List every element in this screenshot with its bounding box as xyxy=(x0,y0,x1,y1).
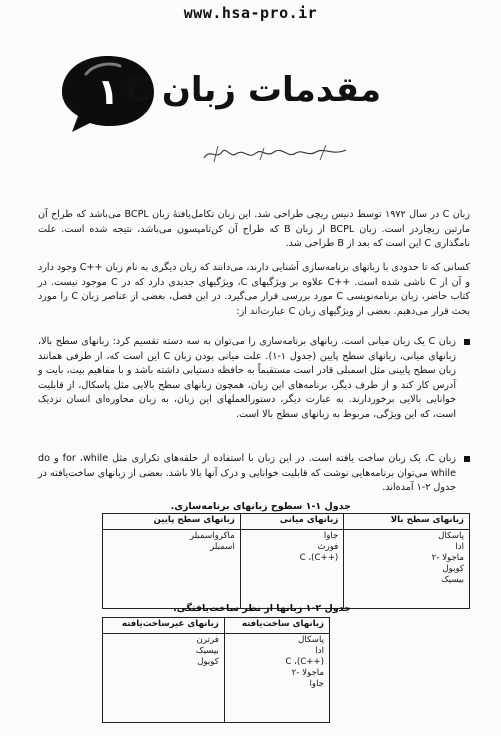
table1-cell-high: پاسکال ادا ماجولا -۲ کوبول بیسیک xyxy=(344,530,470,609)
bullet-marker xyxy=(464,339,470,345)
bullet-marker xyxy=(464,456,470,462)
table2-cell-unstructured: فرترن بیسیک کوبول xyxy=(103,634,225,723)
cpp-paragraph: کسانی که تا حدودی با زبانهای برنامه‌سازی آشنایی دارند، می‌دانند که زبان دیگری به نام زبان ++C وجود دارد و آن از C ناشی شده است. ++C علاوه بر ویژگیهای C، ویژگیهای جدیدی دارد که در C موجود نیست. در کتاب حاضر، زبان برنامه‌نویسی C مورد بررسی قرار می‌گیرد. در این فصل، بعضی از عناصر زبان C را مورد بحث قرار می‌دهیم. بعضی از ویژگیهای زبان C عبارت‌اند از: xyxy=(38,262,471,317)
table2-caption: جدول ۲-۱ زبانها از نظر ساخت‌یافتگی. xyxy=(173,603,351,614)
table2-cell-structured: پاسکال ادا C ،(C++) ماجولا -۲ جاوا xyxy=(224,634,329,723)
chapter-number: ۱ xyxy=(97,72,119,113)
structured-languages-table xyxy=(102,617,330,723)
handwritten-signature xyxy=(200,140,350,166)
table1-cell-middle: جاوا فورث C ،(C++) xyxy=(240,530,344,609)
intro-paragraph: زبان C در سال ۱۹۷۲ توسط دنیس ریچی طراحی شد. این زبان تکامل‌یافتهٔ زبان BCPL می‌باشد که طراح آن مارتین ریچاردز است. زبان BCPL از زبان B که طراح آن کن‌تامپسون می‌باشد، نتیجه شده است. علت نامگذاری C این است که بعد از B طراحی شد. xyxy=(38,209,470,249)
table1-caption: جدول ۱-۱ سطوح زبانهای برنامه‌سازی. xyxy=(170,501,351,512)
bullet-text: زبان C، یک زبان ساخت یافته است. در این زبان با استفاده از حلقه‌های تکراری مثل for ،while و do while می‌توان برنامه‌هایی نوشت که قابلیت خوانایی و درک آنها بالا باشد. بعضی از زبانهای ساخت‌یافته در جدول ۲-۱ آمده‌اند. xyxy=(38,453,457,493)
table1-header: زبانهای سطح بالا xyxy=(344,514,470,530)
table2-header: زبانهای غیرساخت‌یافته xyxy=(103,618,225,634)
table1-cell-low: ماکرواسمبلر اسمبلر xyxy=(103,530,241,609)
bullet-text: زبان C یک زبان میانی است. زبانهای برنامه‌سازی را می‌توان به سه دسته تقسیم کرد: زبانهای سطح بالا، زبانهای میانی، زبانهای سطح پایین (جدول ۱-۱). علت میانی بودن زبان C این است که، از طرفی همانند زبان سطح پایینی مثل اسمبلی قادر است مستقیماً به حافظه دستیابی داشته باشد و با مفاهیم بیت، بایت و آدرس کار کند و از طرف دیگر، برنامه‌های این زبان، همچون زبانهای سطح بالایی مثل پاسکال، از قابلیت خوانایی بالایی برخوردارند. به عبارت دیگر، دستورالعملهای این زبان، به زبان محاوره‌ای انسان نزدیک است، که این ویژگی، مربوط به زبانهای سطح بالا است. xyxy=(38,336,456,420)
bullet-middle-level xyxy=(38,335,470,422)
bullet-structured xyxy=(38,452,470,496)
language-levels-table xyxy=(102,513,470,609)
chapter-title: مقدمات زبان C xyxy=(125,70,381,110)
table2-header: زبانهای ساخت‌یافته xyxy=(224,618,329,634)
table1-header: زبانهای سطح پایین xyxy=(103,514,241,530)
table1-header: زبانهای میانی xyxy=(240,514,344,530)
site-url: www.hsa-pro.ir xyxy=(183,4,318,22)
